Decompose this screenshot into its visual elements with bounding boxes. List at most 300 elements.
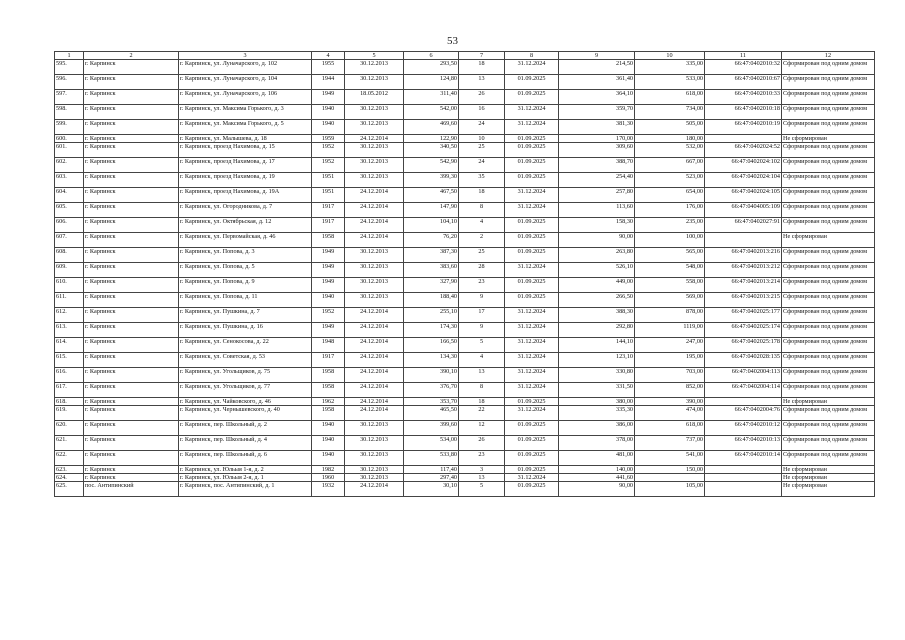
residents-count-cell: 4 <box>459 218 505 233</box>
land-status-cell: Сформирован под одним домом <box>782 143 875 158</box>
residents-count-cell: 16 <box>459 105 505 120</box>
housing-register-table <box>54 51 875 497</box>
value-2-cell: 150,00 <box>635 466 705 474</box>
cadastral-number-cell: 66:47:0402024:52 <box>705 143 782 158</box>
land-status-cell: Сформирован под одним домом <box>782 75 875 90</box>
table-row <box>55 135 875 143</box>
row-number-cell: 612. <box>55 308 84 323</box>
locality-cell: г. Карпинск <box>84 60 179 75</box>
value-1-cell: 378,00 <box>559 436 635 451</box>
land-status-cell: Сформирован под одним домом <box>782 436 875 451</box>
cadastral-number-cell <box>705 233 782 248</box>
residents-count-cell: 24 <box>459 120 505 135</box>
residents-count-cell: 2 <box>459 233 505 248</box>
year-cell: 1955 <box>312 60 345 75</box>
row-number-cell: 598. <box>55 105 84 120</box>
year-cell: 1948 <box>312 338 345 353</box>
table-row <box>55 338 875 353</box>
row-number-cell: 619. <box>55 406 84 421</box>
inclusion-date-cell: 30.12.2013 <box>345 105 404 120</box>
address-cell: г. Карпинск, пер. Школьный, д. 2 <box>179 421 312 436</box>
locality-cell: г. Карпинск <box>84 233 179 248</box>
row-number-cell: 622. <box>55 451 84 466</box>
deadline-date-cell: 31.12.2024 <box>505 60 559 75</box>
land-status-cell: Сформирован под одним домом <box>782 383 875 398</box>
inclusion-date-cell: 18.05.2012 <box>345 90 404 105</box>
value-2-cell: 618,00 <box>635 421 705 436</box>
area-cell: 387,30 <box>404 248 459 263</box>
table-row <box>55 474 875 482</box>
cadastral-number-cell: 66:47:0402010:19 <box>705 120 782 135</box>
deadline-date-cell: 01.09.2025 <box>505 466 559 474</box>
year-cell: 1982 <box>312 466 345 474</box>
land-status-cell: Сформирован под одним домом <box>782 353 875 368</box>
locality-cell: г. Карпинск <box>84 368 179 383</box>
table-row <box>55 308 875 323</box>
deadline-date-cell: 31.12.2024 <box>505 120 559 135</box>
year-cell: 1952 <box>312 158 345 173</box>
row-number-cell: 623. <box>55 466 84 474</box>
deadline-date-cell: 01.09.2025 <box>505 75 559 90</box>
page-number: 53 <box>447 35 458 47</box>
cadastral-number-cell: 66:47:0402024:102 <box>705 158 782 173</box>
value-2-cell: 569,00 <box>635 293 705 308</box>
value-1-cell: 330,80 <box>559 368 635 383</box>
deadline-date-cell: 01.09.2025 <box>505 278 559 293</box>
year-cell: 1949 <box>312 278 345 293</box>
locality-cell: г. Карпинск <box>84 90 179 105</box>
inclusion-date-cell: 24.12.2014 <box>345 398 404 406</box>
deadline-date-cell: 31.12.2024 <box>505 383 559 398</box>
address-cell: г. Карпинск, ул. Луначарского, д. 106 <box>179 90 312 105</box>
residents-count-cell: 9 <box>459 293 505 308</box>
deadline-date-cell: 01.09.2025 <box>505 451 559 466</box>
residents-count-cell: 3 <box>459 466 505 474</box>
year-cell: 1951 <box>312 173 345 188</box>
value-1-cell: 309,60 <box>559 143 635 158</box>
address-cell: г. Карпинск, ул. Советская, д. 53 <box>179 353 312 368</box>
locality-cell: г. Карпинск <box>84 158 179 173</box>
value-1-cell: 380,00 <box>559 398 635 406</box>
value-2-cell: 618,00 <box>635 90 705 105</box>
locality-cell: г. Карпинск <box>84 323 179 338</box>
inclusion-date-cell: 30.12.2013 <box>345 451 404 466</box>
address-cell: г. Карпинск, ул. Пушкина, д. 7 <box>179 308 312 323</box>
year-cell: 1932 <box>312 482 345 497</box>
year-cell: 1940 <box>312 105 345 120</box>
locality-cell: г. Карпинск <box>84 451 179 466</box>
value-2-cell: 565,00 <box>635 248 705 263</box>
cadastral-number-cell: 66:47:0402010:18 <box>705 105 782 120</box>
value-1-cell: 361,40 <box>559 75 635 90</box>
area-cell: 390,10 <box>404 368 459 383</box>
address-cell: г. Карпинск, ул. Юльыя 2-я, д. 1 <box>179 474 312 482</box>
value-1-cell: 158,30 <box>559 218 635 233</box>
year-cell: 1952 <box>312 308 345 323</box>
land-status-cell: Не сформирован <box>782 135 875 143</box>
cadastral-number-cell: 66:47:0402024:104 <box>705 173 782 188</box>
locality-cell: г. Карпинск <box>84 105 179 120</box>
deadline-date-cell: 01.09.2025 <box>505 90 559 105</box>
inclusion-date-cell: 30.12.2013 <box>345 248 404 263</box>
cadastral-number-cell: 66:47:0402028:135 <box>705 353 782 368</box>
locality-cell: г. Карпинск <box>84 421 179 436</box>
area-cell: 383,60 <box>404 263 459 278</box>
value-2-cell: 654,00 <box>635 188 705 203</box>
area-cell: 542,00 <box>404 105 459 120</box>
year-cell: 1959 <box>312 135 345 143</box>
locality-cell: г. Карпинск <box>84 398 179 406</box>
table-row <box>55 451 875 466</box>
residents-count-cell: 28 <box>459 263 505 278</box>
locality-cell: г. Карпинск <box>84 383 179 398</box>
address-cell: г. Карпинск, проезд Нахимова, д. 17 <box>179 158 312 173</box>
locality-cell: г. Карпинск <box>84 278 179 293</box>
address-cell: г. Карпинск, ул. Октябрьская, д. 12 <box>179 218 312 233</box>
locality-cell: г. Карпинск <box>84 188 179 203</box>
year-cell: 1949 <box>312 90 345 105</box>
value-1-cell: 292,80 <box>559 323 635 338</box>
deadline-date-cell: 01.09.2025 <box>505 436 559 451</box>
residents-count-cell: 18 <box>459 60 505 75</box>
value-2-cell: 100,00 <box>635 233 705 248</box>
row-number-cell: 603. <box>55 173 84 188</box>
area-cell: 134,30 <box>404 353 459 368</box>
locality-cell: г. Карпинск <box>84 466 179 474</box>
inclusion-date-cell: 24.12.2014 <box>345 233 404 248</box>
cadastral-number-cell: 66:47:0402010:67 <box>705 75 782 90</box>
land-status-cell: Сформирован под одним домом <box>782 248 875 263</box>
year-cell: 1917 <box>312 203 345 218</box>
land-status-cell: Сформирован под одним домом <box>782 60 875 75</box>
land-status-cell: Сформирован под одним домом <box>782 368 875 383</box>
cadastral-number-cell <box>705 135 782 143</box>
cadastral-number-cell: 66:47:0402013:214 <box>705 278 782 293</box>
column-header: 1 <box>55 52 84 60</box>
inclusion-date-cell: 30.12.2013 <box>345 466 404 474</box>
residents-count-cell: 12 <box>459 421 505 436</box>
locality-cell: г. Карпинск <box>84 218 179 233</box>
value-2-cell: 1119,00 <box>635 323 705 338</box>
residents-count-cell: 13 <box>459 474 505 482</box>
year-cell: 1940 <box>312 436 345 451</box>
year-cell: 1917 <box>312 353 345 368</box>
column-header: 8 <box>505 52 559 60</box>
value-2-cell: 523,00 <box>635 173 705 188</box>
locality-cell: г. Карпинск <box>84 293 179 308</box>
locality-cell: г. Карпинск <box>84 263 179 278</box>
residents-count-cell: 18 <box>459 398 505 406</box>
locality-cell: г. Карпинск <box>84 203 179 218</box>
row-number-cell: 606. <box>55 218 84 233</box>
land-status-cell: Не сформирован <box>782 482 875 497</box>
value-1-cell: 381,30 <box>559 120 635 135</box>
land-status-cell: Сформирован под одним домом <box>782 263 875 278</box>
inclusion-date-cell: 30.12.2013 <box>345 120 404 135</box>
address-cell: г. Карпинск, ул. Угольщиков, д. 75 <box>179 368 312 383</box>
area-cell: 534,00 <box>404 436 459 451</box>
table-row <box>55 60 875 75</box>
residents-count-cell: 23 <box>459 451 505 466</box>
column-header: 11 <box>705 52 782 60</box>
year-cell: 1940 <box>312 120 345 135</box>
year-cell: 1958 <box>312 383 345 398</box>
value-1-cell: 526,10 <box>559 263 635 278</box>
value-2-cell: 474,00 <box>635 406 705 421</box>
address-cell: г. Карпинск, ул. Сенокосова, д. 22 <box>179 338 312 353</box>
year-cell: 1944 <box>312 75 345 90</box>
cadastral-number-cell: 66:47:0402025:177 <box>705 308 782 323</box>
value-2-cell: 541,00 <box>635 451 705 466</box>
value-1-cell: 449,00 <box>559 278 635 293</box>
table-row <box>55 203 875 218</box>
address-cell: г. Карпинск, ул. Юльыя 1-я, д. 2 <box>179 466 312 474</box>
value-1-cell: 388,30 <box>559 308 635 323</box>
residents-count-cell: 13 <box>459 75 505 90</box>
column-header: 5 <box>345 52 404 60</box>
column-header: 9 <box>559 52 635 60</box>
residents-count-cell: 24 <box>459 158 505 173</box>
row-number-cell: 611. <box>55 293 84 308</box>
inclusion-date-cell: 30.12.2013 <box>345 421 404 436</box>
address-cell: г. Карпинск, ул. Попова, д. 11 <box>179 293 312 308</box>
land-status-cell: Сформирован под одним домом <box>782 203 875 218</box>
column-header: 6 <box>404 52 459 60</box>
inclusion-date-cell: 24.12.2014 <box>345 383 404 398</box>
land-status-cell: Сформирован под одним домом <box>782 173 875 188</box>
cadastral-number-cell: 66:47:0402025:178 <box>705 338 782 353</box>
table-row <box>55 248 875 263</box>
inclusion-date-cell: 24.12.2014 <box>345 188 404 203</box>
value-2-cell: 390,00 <box>635 398 705 406</box>
address-cell: г. Карпинск, проезд Нахимова, д. 15 <box>179 143 312 158</box>
land-status-cell: Сформирован под одним домом <box>782 308 875 323</box>
table-row <box>55 218 875 233</box>
inclusion-date-cell: 24.12.2014 <box>345 218 404 233</box>
land-status-cell: Сформирован под одним домом <box>782 90 875 105</box>
land-status-cell: Сформирован под одним домом <box>782 323 875 338</box>
inclusion-date-cell: 30.12.2013 <box>345 60 404 75</box>
cadastral-number-cell: 66:47:0402013:212 <box>705 263 782 278</box>
deadline-date-cell: 31.12.2024 <box>505 263 559 278</box>
column-header: 2 <box>84 52 179 60</box>
row-number-cell: 615. <box>55 353 84 368</box>
residents-count-cell: 4 <box>459 353 505 368</box>
cadastral-number-cell <box>705 474 782 482</box>
inclusion-date-cell: 30.12.2013 <box>345 143 404 158</box>
inclusion-date-cell: 24.12.2014 <box>345 482 404 497</box>
value-2-cell: 105,00 <box>635 482 705 497</box>
deadline-date-cell: 01.09.2025 <box>505 293 559 308</box>
land-status-cell: Сформирован под одним домом <box>782 158 875 173</box>
value-1-cell: 331,50 <box>559 383 635 398</box>
value-1-cell: 113,60 <box>559 203 635 218</box>
address-cell: г. Карпинск, ул. Пушкина, д. 16 <box>179 323 312 338</box>
area-cell: 117,40 <box>404 466 459 474</box>
value-1-cell: 359,70 <box>559 105 635 120</box>
year-cell: 1952 <box>312 143 345 158</box>
row-number-cell: 608. <box>55 248 84 263</box>
row-number-cell: 600. <box>55 135 84 143</box>
area-cell: 353,70 <box>404 398 459 406</box>
residents-count-cell: 8 <box>459 383 505 398</box>
table-row <box>55 293 875 308</box>
row-number-cell: 601. <box>55 143 84 158</box>
cadastral-number-cell: 66:47:0402004:76 <box>705 406 782 421</box>
land-status-cell: Не сформирован <box>782 233 875 248</box>
value-2-cell: 558,00 <box>635 278 705 293</box>
cadastral-number-cell: 66:47:0402010:13 <box>705 436 782 451</box>
value-2-cell: 533,00 <box>635 75 705 90</box>
table-row <box>55 436 875 451</box>
cadastral-number-cell <box>705 482 782 497</box>
table-row <box>55 158 875 173</box>
value-1-cell: 364,10 <box>559 90 635 105</box>
inclusion-date-cell: 30.12.2013 <box>345 263 404 278</box>
value-2-cell: 235,00 <box>635 218 705 233</box>
residents-count-cell: 17 <box>459 308 505 323</box>
land-status-cell: Сформирован под одним домом <box>782 421 875 436</box>
row-number-cell: 604. <box>55 188 84 203</box>
land-status-cell: Не сформирован <box>782 398 875 406</box>
value-2-cell: 878,00 <box>635 308 705 323</box>
value-1-cell: 123,10 <box>559 353 635 368</box>
address-cell: г. Карпинск, проезд Нахимова, д. 19 <box>179 173 312 188</box>
residents-count-cell: 25 <box>459 143 505 158</box>
inclusion-date-cell: 24.12.2014 <box>345 368 404 383</box>
inclusion-date-cell: 30.12.2013 <box>345 158 404 173</box>
cadastral-number-cell: 66:47:0402010:32 <box>705 60 782 75</box>
row-number-cell: 605. <box>55 203 84 218</box>
inclusion-date-cell: 24.12.2014 <box>345 406 404 421</box>
cadastral-number-cell: 66:47:0402010:14 <box>705 451 782 466</box>
deadline-date-cell: 01.09.2025 <box>505 143 559 158</box>
column-header: 12 <box>782 52 875 60</box>
area-cell: 147,90 <box>404 203 459 218</box>
value-1-cell: 266,50 <box>559 293 635 308</box>
area-cell: 255,10 <box>404 308 459 323</box>
cadastral-number-cell: 66:47:0402010:12 <box>705 421 782 436</box>
inclusion-date-cell: 24.12.2014 <box>345 135 404 143</box>
row-number-cell: 597. <box>55 90 84 105</box>
table-row <box>55 233 875 248</box>
cadastral-number-cell <box>705 466 782 474</box>
residents-count-cell: 13 <box>459 368 505 383</box>
value-1-cell: 140,00 <box>559 466 635 474</box>
address-cell: г. Карпинск, ул. Угольщиков, д. 77 <box>179 383 312 398</box>
address-cell: г. Карпинск, ул. Луначарского, д. 104 <box>179 75 312 90</box>
value-2-cell: 532,00 <box>635 143 705 158</box>
deadline-date-cell: 01.09.2025 <box>505 135 559 143</box>
value-1-cell: 170,00 <box>559 135 635 143</box>
land-status-cell: Сформирован под одним домом <box>782 406 875 421</box>
residents-count-cell: 5 <box>459 338 505 353</box>
value-1-cell: 481,00 <box>559 451 635 466</box>
area-cell: 76,20 <box>404 233 459 248</box>
row-number-cell: 596. <box>55 75 84 90</box>
deadline-date-cell: 01.09.2025 <box>505 482 559 497</box>
value-2-cell: 180,00 <box>635 135 705 143</box>
land-status-cell: Сформирован под одним домом <box>782 188 875 203</box>
address-cell: г. Карпинск, ул. Чайковского, д. 46 <box>179 398 312 406</box>
residents-count-cell: 10 <box>459 135 505 143</box>
residents-count-cell: 25 <box>459 248 505 263</box>
cadastral-number-cell <box>705 398 782 406</box>
row-number-cell: 602. <box>55 158 84 173</box>
residents-count-cell: 26 <box>459 436 505 451</box>
value-2-cell: 335,00 <box>635 60 705 75</box>
deadline-date-cell: 01.09.2025 <box>505 248 559 263</box>
locality-cell: г. Карпинск <box>84 143 179 158</box>
residents-count-cell: 26 <box>459 90 505 105</box>
area-cell: 465,50 <box>404 406 459 421</box>
deadline-date-cell: 31.12.2024 <box>505 353 559 368</box>
deadline-date-cell: 31.12.2024 <box>505 368 559 383</box>
deadline-date-cell: 31.12.2024 <box>505 188 559 203</box>
row-number-cell: 624. <box>55 474 84 482</box>
area-cell: 122,90 <box>404 135 459 143</box>
value-1-cell: 335,30 <box>559 406 635 421</box>
cadastral-number-cell: 66:47:0402013:215 <box>705 293 782 308</box>
table-row <box>55 120 875 135</box>
year-cell: 1958 <box>312 233 345 248</box>
table-row <box>55 105 875 120</box>
inclusion-date-cell: 30.12.2013 <box>345 293 404 308</box>
area-cell: 340,50 <box>404 143 459 158</box>
deadline-date-cell: 01.09.2025 <box>505 233 559 248</box>
area-cell: 399,30 <box>404 173 459 188</box>
row-number-cell: 614. <box>55 338 84 353</box>
table-row <box>55 398 875 406</box>
table-row <box>55 353 875 368</box>
value-2-cell: 734,00 <box>635 105 705 120</box>
address-cell: г. Карпинск, ул. Максима Горького, д. 3 <box>179 105 312 120</box>
land-status-cell: Сформирован под одним домом <box>782 338 875 353</box>
inclusion-date-cell: 30.12.2013 <box>345 278 404 293</box>
address-cell: г. Карпинск, ул. Первомайская, д. 46 <box>179 233 312 248</box>
area-cell: 469,60 <box>404 120 459 135</box>
inclusion-date-cell: 30.12.2013 <box>345 75 404 90</box>
value-2-cell <box>635 474 705 482</box>
deadline-date-cell: 01.09.2025 <box>505 398 559 406</box>
value-1-cell: 144,10 <box>559 338 635 353</box>
deadline-date-cell: 31.12.2024 <box>505 203 559 218</box>
area-cell: 533,80 <box>404 451 459 466</box>
cadastral-number-cell: 66:47:0404005:109 <box>705 203 782 218</box>
year-cell: 1958 <box>312 368 345 383</box>
cadastral-number-cell: 66:47:0402027:91 <box>705 218 782 233</box>
residents-count-cell: 18 <box>459 188 505 203</box>
value-2-cell: 703,00 <box>635 368 705 383</box>
value-2-cell: 852,00 <box>635 383 705 398</box>
value-2-cell: 667,00 <box>635 158 705 173</box>
area-cell: 30,10 <box>404 482 459 497</box>
table-row <box>55 421 875 436</box>
year-cell: 1960 <box>312 474 345 482</box>
table-row <box>55 90 875 105</box>
table-row <box>55 278 875 293</box>
area-cell: 166,50 <box>404 338 459 353</box>
cadastral-number-cell: 66:47:0402010:33 <box>705 90 782 105</box>
row-number-cell: 625. <box>55 482 84 497</box>
locality-cell: г. Карпинск <box>84 75 179 90</box>
locality-cell: г. Карпинск <box>84 474 179 482</box>
row-number-cell: 617. <box>55 383 84 398</box>
locality-cell: г. Карпинск <box>84 338 179 353</box>
address-cell: г. Карпинск, ул. Огородникова, д. 7 <box>179 203 312 218</box>
year-cell: 1917 <box>312 218 345 233</box>
address-cell: г. Карпинск, ул. Попова, д. 9 <box>179 278 312 293</box>
